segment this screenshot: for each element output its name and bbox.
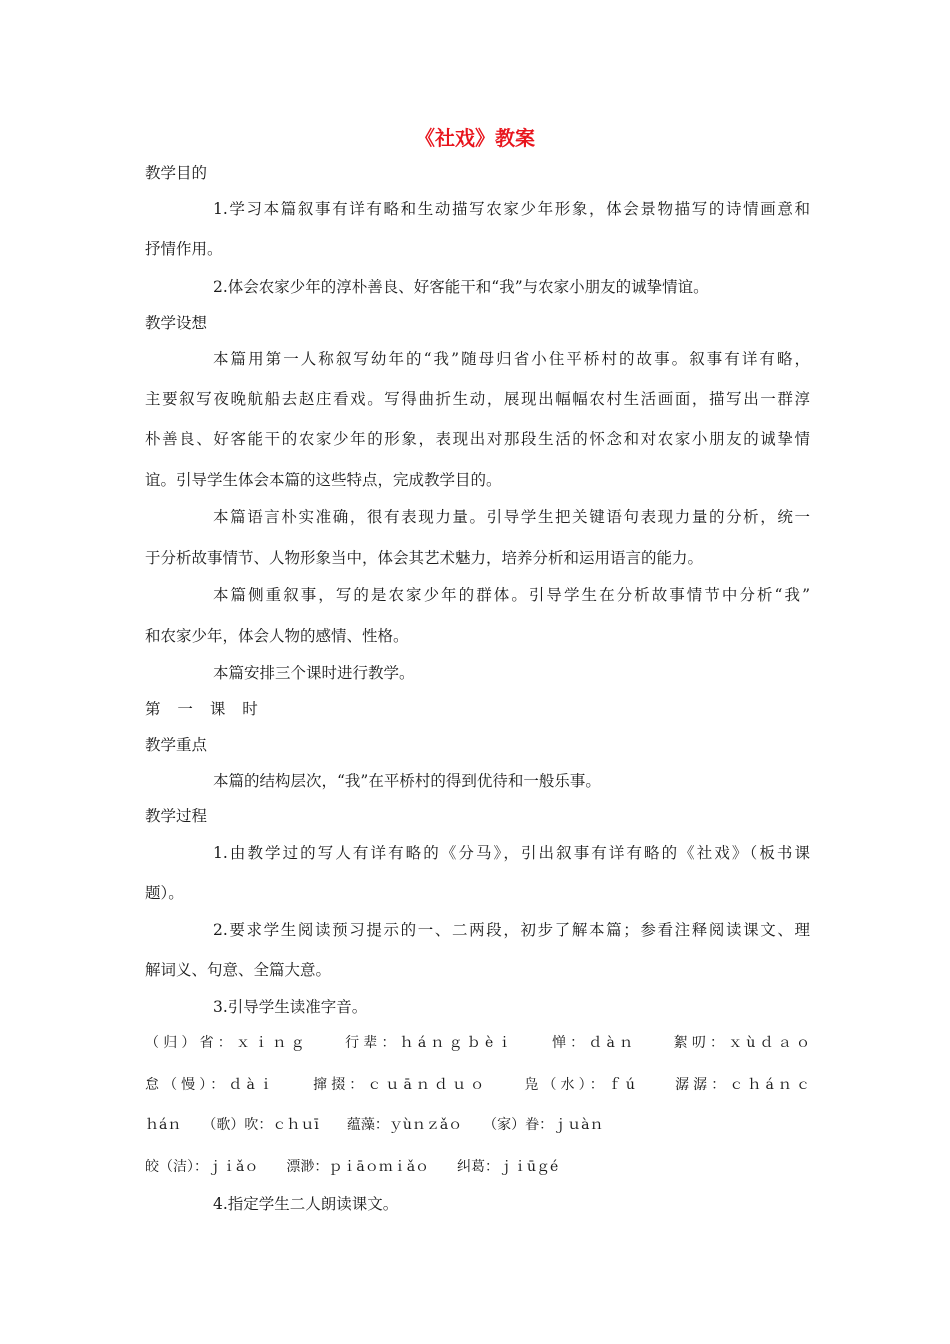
pinyin-line: ｈáｎ （歌）吹：ｃｈｕī 蕴藻：ｙùｎｚǎｏ （家）眷：ｊｕàｎ bbox=[145, 1117, 604, 1133]
paragraph-line: 本篇语言朴实准确，很有表现力量。引导学生把关键语句表现力量的分析，统一 bbox=[213, 508, 810, 526]
paragraph-line: 主要叙写夜晚航船去赵庄看戏。写得曲折生动，展现出幅幅农村生活画面，描写出一群淳 bbox=[145, 390, 810, 408]
paragraph-line: 1.学习本篇叙事有详有略和生动描写农家少年形象，体会景物描写的诗情画意和 bbox=[213, 200, 810, 218]
paragraph-line: 1.由教学过的写人有详有略的《分马》，引出叙事有详有略的《社戏》（板书课 bbox=[213, 844, 810, 862]
paragraph-line: 和农家少年，体会人物的感情、性格。 bbox=[145, 627, 409, 645]
paragraph-line: 本篇的结构层次，“我”在平桥村的得到优待和一般乐事。 bbox=[213, 772, 601, 790]
paragraph-line: 题）。 bbox=[145, 884, 184, 902]
pinyin-line: 皎（洁）：ｊｉǎｏ 漂渺：ｐｉāｏｍｉǎｏ 纠葛：ｊｉūｇé bbox=[145, 1159, 559, 1175]
paragraph-line: 于分析故事情节、人物形象当中，体会其艺术魅力，培养分析和运用语言的能力。 bbox=[145, 549, 704, 567]
section-heading: 教学重点 bbox=[145, 736, 208, 754]
paragraph-line: 3.引导学生读准字音。 bbox=[213, 998, 368, 1016]
paragraph-line: 本篇侧重叙事，写的是农家少年的群体。引导学生在分析故事情节中分析“我” bbox=[213, 586, 810, 604]
section-heading: 教学设想 bbox=[145, 314, 208, 332]
section-heading: 教学目的 bbox=[145, 164, 208, 182]
paragraph-line: 本篇用第一人称叙写幼年的“我”随母归省小住平桥村的故事。叙事有详有略， bbox=[213, 350, 810, 368]
paragraph-line: 朴善良、好客能干的农家少年的形象，表现出对那段生活的怀念和对农家小朋友的诚挚情 bbox=[145, 430, 810, 448]
pinyin-line: 怠（慢）：ｄàｉ 撺掇：ｃｕāｎｄｕｏ 凫（水）：ｆú 潺潺：ｃｈáｎｃ bbox=[145, 1077, 810, 1093]
paragraph-line: 2.要求学生阅读预习提示的一、二两段，初步了解本篇；参看注释阅读课文、理 bbox=[213, 921, 810, 939]
lesson-heading: 第 一 课 时 bbox=[145, 700, 258, 718]
paragraph-line: 2.体会农家少年的淳朴善良、好客能干和“我”与农家小朋友的诚挚情谊。 bbox=[213, 278, 709, 296]
paragraph-line: 4.指定学生二人朗读课文。 bbox=[213, 1195, 399, 1213]
paragraph-line: 本篇安排三个课时进行教学。 bbox=[213, 664, 415, 682]
pinyin-line: （归）省：ｘｉｎｇ 行辈：ｈáｎｇｂèｉ 惮：ｄàｎ 絮叨：ｘùｄａｏ bbox=[145, 1035, 810, 1051]
paragraph-line: 解词义、句意、全篇大意。 bbox=[145, 961, 332, 979]
document-title: 《社戏》教案 bbox=[415, 126, 535, 150]
paragraph-line: 抒情作用。 bbox=[145, 240, 223, 258]
section-heading: 教学过程 bbox=[145, 807, 208, 825]
paragraph-line: 谊。引导学生体会本篇的这些特点，完成教学目的。 bbox=[145, 471, 502, 489]
